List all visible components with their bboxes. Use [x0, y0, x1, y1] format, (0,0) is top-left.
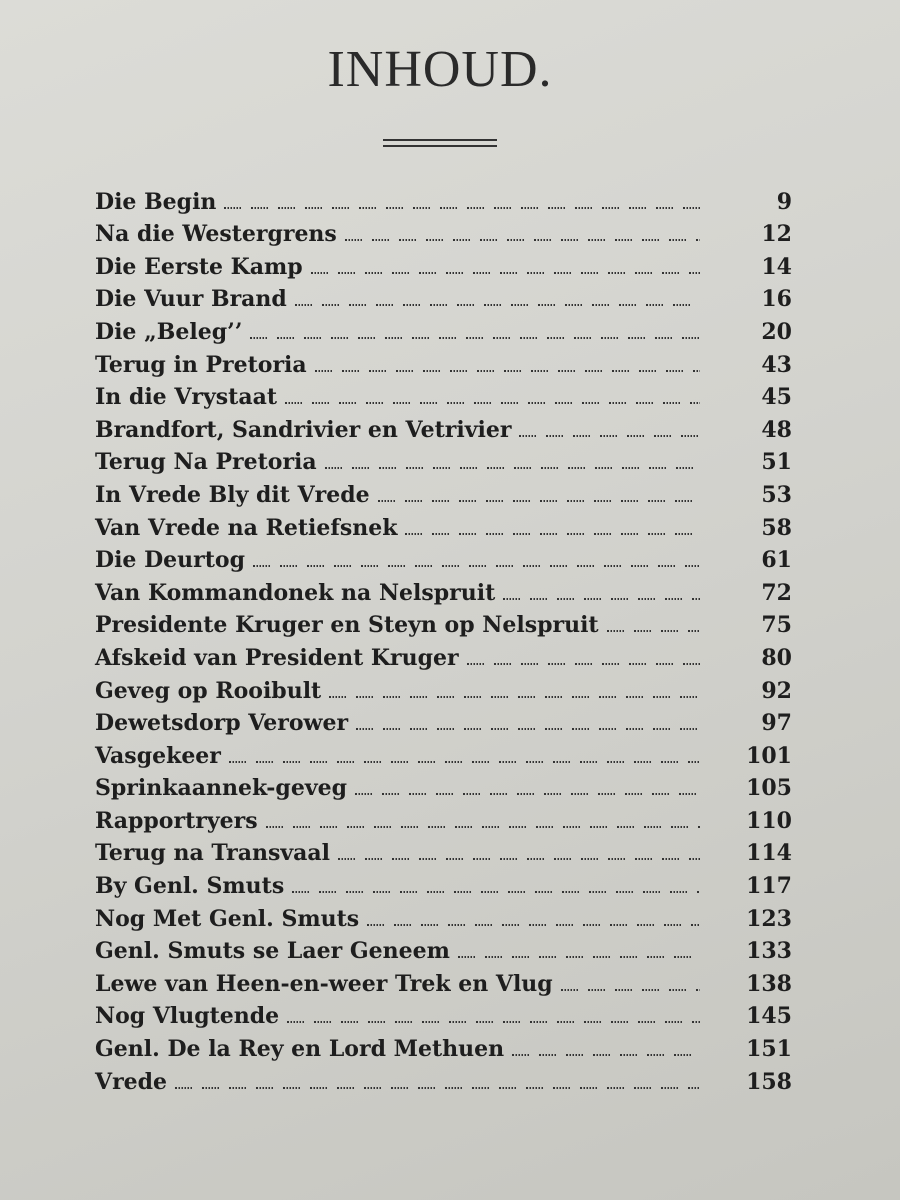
toc-entry — [95, 183, 792, 216]
toc-entry-title: Rapportryers — [95, 807, 258, 834]
toc-entry-title: Die Deurtog — [95, 547, 245, 574]
toc-entry — [95, 639, 792, 672]
toc-entry — [95, 1063, 792, 1096]
toc-entry-page: 145 — [746, 1003, 792, 1030]
toc-entry — [95, 998, 792, 1031]
dot-leader — [224, 203, 700, 209]
dot-leader — [229, 757, 700, 763]
toc-entry-title: Terug Na Pretoria — [95, 449, 317, 476]
toc-entry-page: 158 — [746, 1068, 792, 1095]
toc-entry-title: Die Begin — [95, 188, 217, 215]
toc-entry-page: 114 — [746, 840, 792, 867]
toc-entry-page: 9 — [776, 188, 792, 215]
toc-entry-page: 80 — [761, 644, 792, 671]
dot-leader — [356, 724, 700, 730]
dot-leader — [561, 985, 700, 991]
dot-leader — [311, 268, 700, 274]
toc-entry-title: Van Vrede na Retiefsnek — [95, 514, 398, 541]
toc-entry-title: Afskeid van President Kruger — [95, 644, 459, 671]
toc-entry-page: 61 — [761, 547, 792, 574]
toc-entry-title: By Genl. Smuts — [95, 873, 285, 900]
toc-entry-title: Na die Westergrens — [95, 221, 337, 248]
toc-entry — [95, 574, 792, 607]
dot-leader — [175, 1083, 700, 1089]
toc-entry-title: Brandfort, Sandrivier en Vetrivier — [95, 416, 512, 443]
toc-entry — [95, 770, 792, 803]
toc-entry — [95, 509, 792, 542]
toc-entry-title: Geveg op Rooibult — [95, 677, 322, 704]
toc-entry — [95, 900, 792, 933]
dot-leader — [285, 398, 700, 404]
dot-leader — [266, 822, 700, 828]
toc-entry-page: 51 — [761, 449, 792, 476]
toc-entry-title: Die Eerste Kamp — [95, 253, 303, 280]
toc-entry-title: Terug in Pretoria — [95, 351, 307, 378]
toc-entry-title: Van Kommandonek na Nelspruit — [95, 579, 496, 606]
dot-leader — [405, 529, 700, 535]
toc-entry — [95, 1030, 792, 1063]
toc-entry-page: 92 — [761, 677, 792, 704]
toc-entry — [95, 965, 792, 998]
toc-entry-page: 14 — [761, 253, 792, 280]
toc-entry-page: 43 — [761, 351, 792, 378]
toc-entry-title: Die „Beleg’’ — [95, 318, 243, 345]
toc-entry-title: Genl. Smuts se Laer Geneem — [95, 938, 450, 965]
toc-entry-title: Vasgekeer — [95, 742, 221, 769]
dot-leader — [503, 594, 700, 600]
toc-entry-page: 72 — [761, 579, 792, 606]
toc-entry-page: 53 — [761, 481, 792, 508]
toc-entry-page: 48 — [761, 416, 792, 443]
dot-leader — [292, 887, 700, 893]
toc-entry-page: 123 — [746, 905, 792, 932]
toc-entry — [95, 313, 792, 346]
title-rule-top — [383, 139, 497, 141]
toc-entry — [95, 933, 792, 966]
dot-leader — [367, 920, 700, 926]
toc-entry-title: In die Vrystaat — [95, 384, 278, 411]
toc-entry-page: 138 — [746, 970, 792, 997]
toc-entry-title: Presidente Kruger en Steyn op Nelspruit — [95, 612, 599, 639]
toc-entry-page: 101 — [746, 742, 792, 769]
toc-entry-page: 97 — [761, 710, 792, 737]
dot-leader — [315, 366, 700, 372]
dot-leader — [519, 431, 700, 437]
toc-entry-page: 110 — [746, 807, 792, 834]
dot-leader — [512, 1050, 700, 1056]
dot-leader — [458, 952, 700, 958]
toc-entry-title: Die Vuur Brand — [95, 286, 287, 313]
dot-leader — [295, 300, 700, 306]
toc-entry-title: Genl. De la Rey en Lord Methuen — [95, 1036, 505, 1063]
toc-entry-page: 117 — [746, 873, 792, 900]
toc-entry-page: 105 — [746, 775, 792, 802]
toc-entry-title: Lewe van Heen-en-weer Trek en Vlug — [95, 970, 553, 997]
toc-entry-page: 151 — [746, 1036, 792, 1063]
toc-entry — [95, 444, 792, 477]
page-title: INHOUD. — [327, 41, 553, 98]
toc-entry — [95, 346, 792, 379]
dot-leader — [345, 235, 700, 241]
toc-entry — [95, 379, 792, 412]
dot-leader — [287, 1017, 700, 1023]
toc-entry — [95, 476, 792, 509]
toc-entry-page: 12 — [761, 221, 792, 248]
toc-entry — [95, 248, 792, 281]
toc-entry-title: Dewetsdorp Verower — [95, 710, 349, 737]
toc-entry-title: Nog Met Genl. Smuts — [95, 905, 360, 932]
toc-entry-page: 16 — [761, 286, 792, 313]
dot-leader — [338, 854, 700, 860]
toc-entry-page: 58 — [761, 514, 792, 541]
toc-entry-page: 133 — [746, 938, 792, 965]
table-of-contents — [95, 183, 792, 1096]
toc-entry — [95, 281, 792, 314]
toc-entry — [95, 411, 792, 444]
dot-leader — [355, 789, 700, 795]
toc-entry — [95, 835, 792, 868]
toc-entry-page: 75 — [761, 612, 792, 639]
toc-entry-page: 20 — [761, 318, 792, 345]
toc-entry-title: Terug na Transvaal — [95, 840, 331, 867]
dot-leader — [378, 496, 700, 502]
toc-entry — [95, 737, 792, 770]
dot-leader — [329, 692, 700, 698]
title-rule-bottom — [383, 145, 497, 147]
toc-entry-title: In Vrede Bly dit Vrede — [95, 481, 370, 508]
toc-entry — [95, 607, 792, 640]
toc-entry — [95, 542, 792, 575]
dot-leader — [467, 659, 700, 665]
toc-entry — [95, 216, 792, 249]
toc-entry-title: Sprinkaannek-geveg — [95, 775, 347, 802]
toc-entry-title: Nog Vlugtende — [95, 1003, 280, 1030]
dot-leader — [253, 561, 700, 567]
toc-entry-page: 45 — [761, 384, 792, 411]
toc-entry — [95, 705, 792, 738]
toc-entry-title: Vrede — [95, 1068, 168, 1095]
toc-entry — [95, 802, 792, 835]
dot-leader — [250, 333, 700, 339]
toc-entry — [95, 672, 792, 705]
dot-leader — [607, 626, 700, 632]
dot-leader — [325, 463, 700, 469]
toc-entry — [95, 867, 792, 900]
